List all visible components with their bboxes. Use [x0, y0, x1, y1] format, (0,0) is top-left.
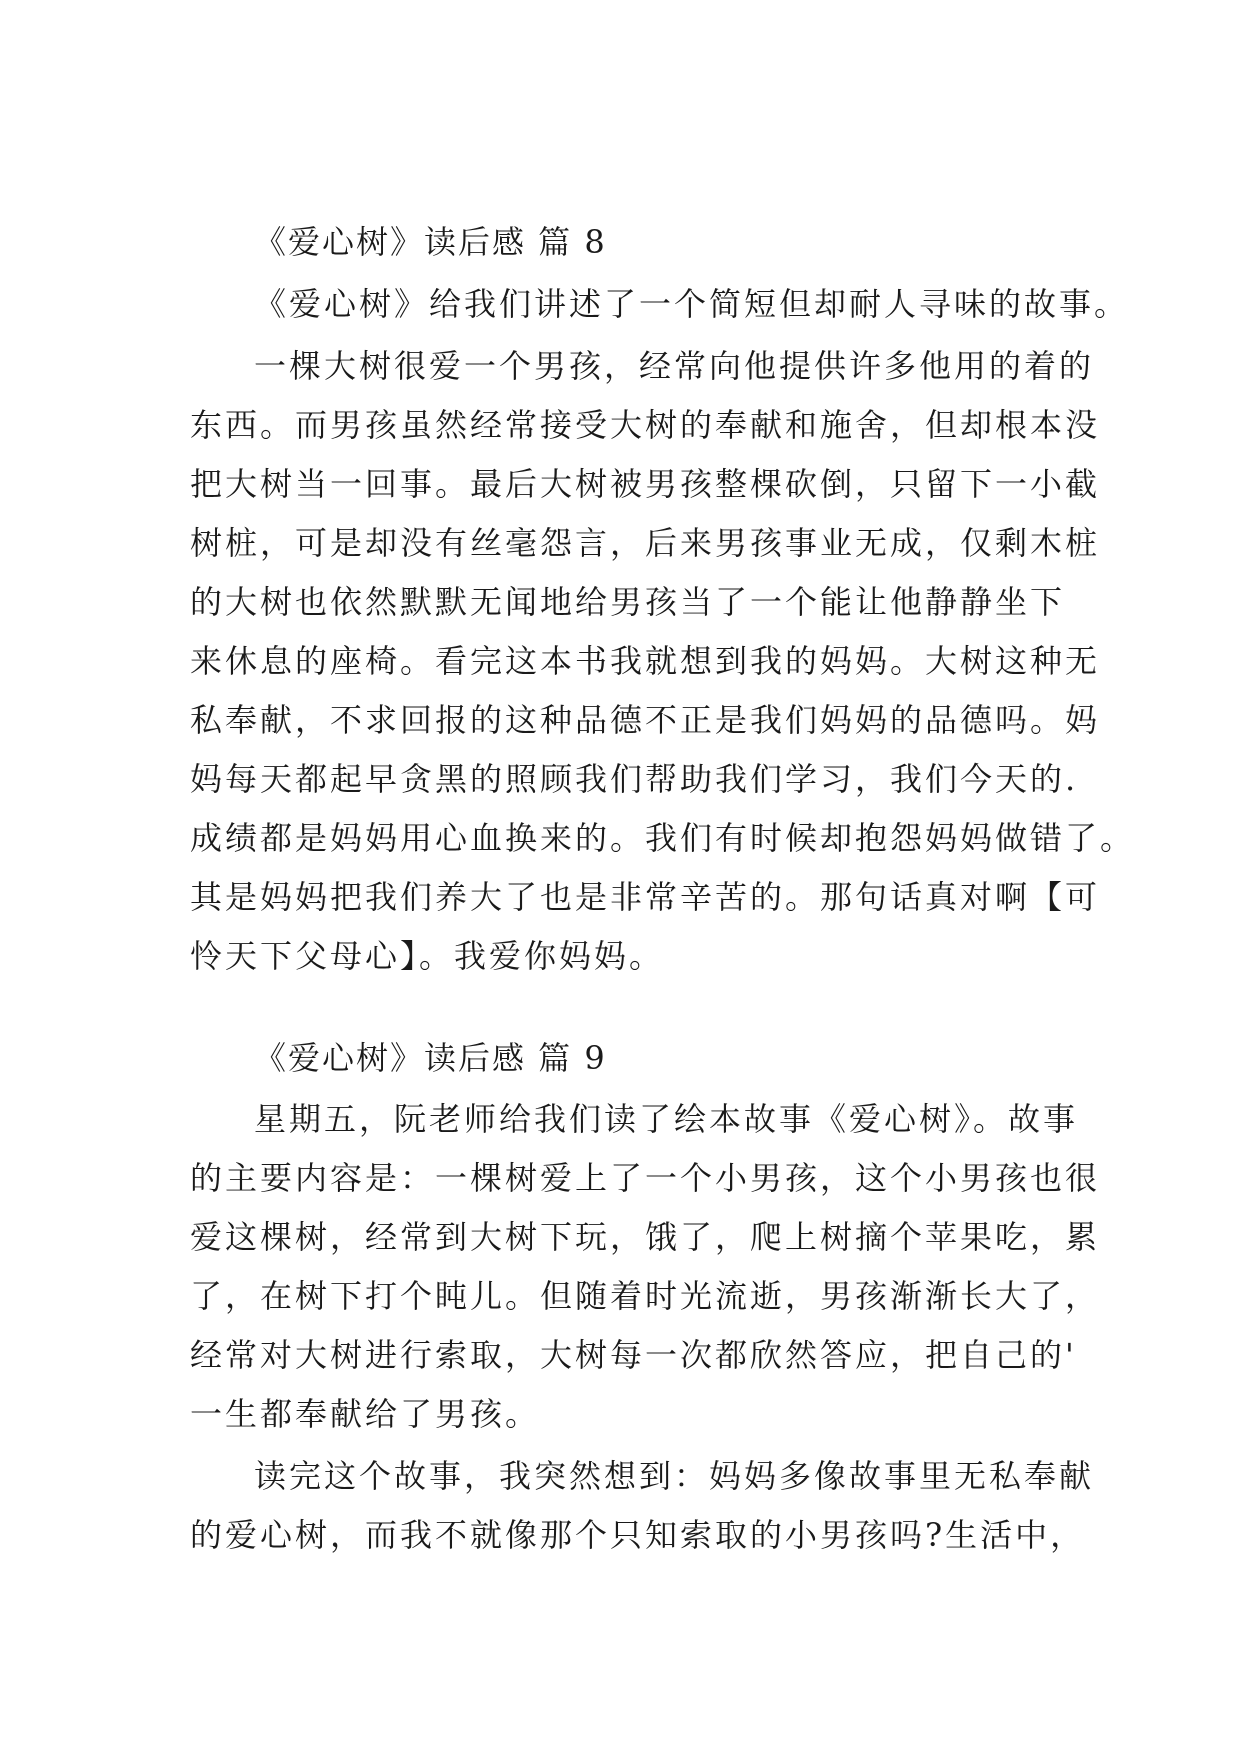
paragraph-line: 成绩都是妈妈用心血换来的。我们有时候却抱怨妈妈做错了。 — [190, 819, 1136, 857]
paragraph-line: 《爱心树》给我们讲述了一个简短但却耐人寻味的故事。 — [254, 285, 1130, 323]
paragraph-line: 星期五，阮老师给我们读了绘本故事《爱心树》。故事 — [254, 1100, 1079, 1138]
paragraph-line: 的爱心树，而我不就像那个只知索取的小男孩吗?生活中， — [190, 1516, 1086, 1554]
paragraph-line: 树桩，可是却没有丝毫怨言，后来男孩事业无成，仅剩木桩 — [190, 524, 1101, 562]
paragraph-line: 爱这棵树，经常到大树下玩，饿了，爬上树摘个苹果吃，累 — [190, 1218, 1101, 1256]
paragraph-line: 把大树当一回事。最后大树被男孩整棵砍倒，只留下一小截 — [190, 465, 1101, 503]
paragraph-line: 一生都奉献给了男孩。 — [190, 1395, 541, 1433]
paragraph-line: 怜天下父母心】。我爱你妈妈。 — [190, 937, 665, 975]
paragraph-line: 私奉献，不求回报的这种品德不正是我们妈妈的品德吗。妈 — [190, 701, 1101, 739]
paragraph-line: 的大树也依然默默无闻地给男孩当了一个能让他静静坐下 — [190, 583, 1066, 621]
paragraph-line: 一棵大树很爱一个男孩，经常向他提供许多他用的着的 — [254, 347, 1095, 385]
paragraph-line: 妈每天都起早贪黑的照顾我们帮助我们学习，我们今天的. — [190, 760, 1079, 798]
paragraph-line: 东西。而男孩虽然经常接受大树的奉献和施舍，但却根本没 — [190, 406, 1101, 444]
section-9-title: 《爱心树》读后感 篇 9 — [254, 1039, 607, 1077]
paragraph-line: 的主要内容是：一棵树爱上了一个小男孩，这个小男孩也很 — [190, 1159, 1101, 1197]
paragraph-line: 读完这个故事，我突然想到：妈妈多像故事里无私奉献 — [254, 1457, 1095, 1495]
section-8-title: 《爱心树》读后感 篇 8 — [254, 223, 607, 261]
paragraph-line: 来休息的座椅。看完这本书我就想到我的妈妈。大树这种无 — [190, 642, 1101, 680]
paragraph-line: 经常对大树进行索取，大树每一次都欣然答应，把自己的' — [190, 1336, 1077, 1374]
paragraph-line: 了，在树下打个盹儿。但随着时光流逝，男孩渐渐长大了， — [190, 1277, 1101, 1315]
paragraph-line: 其是妈妈把我们养大了也是非常辛苦的。那句话真对啊【可 — [190, 878, 1101, 916]
